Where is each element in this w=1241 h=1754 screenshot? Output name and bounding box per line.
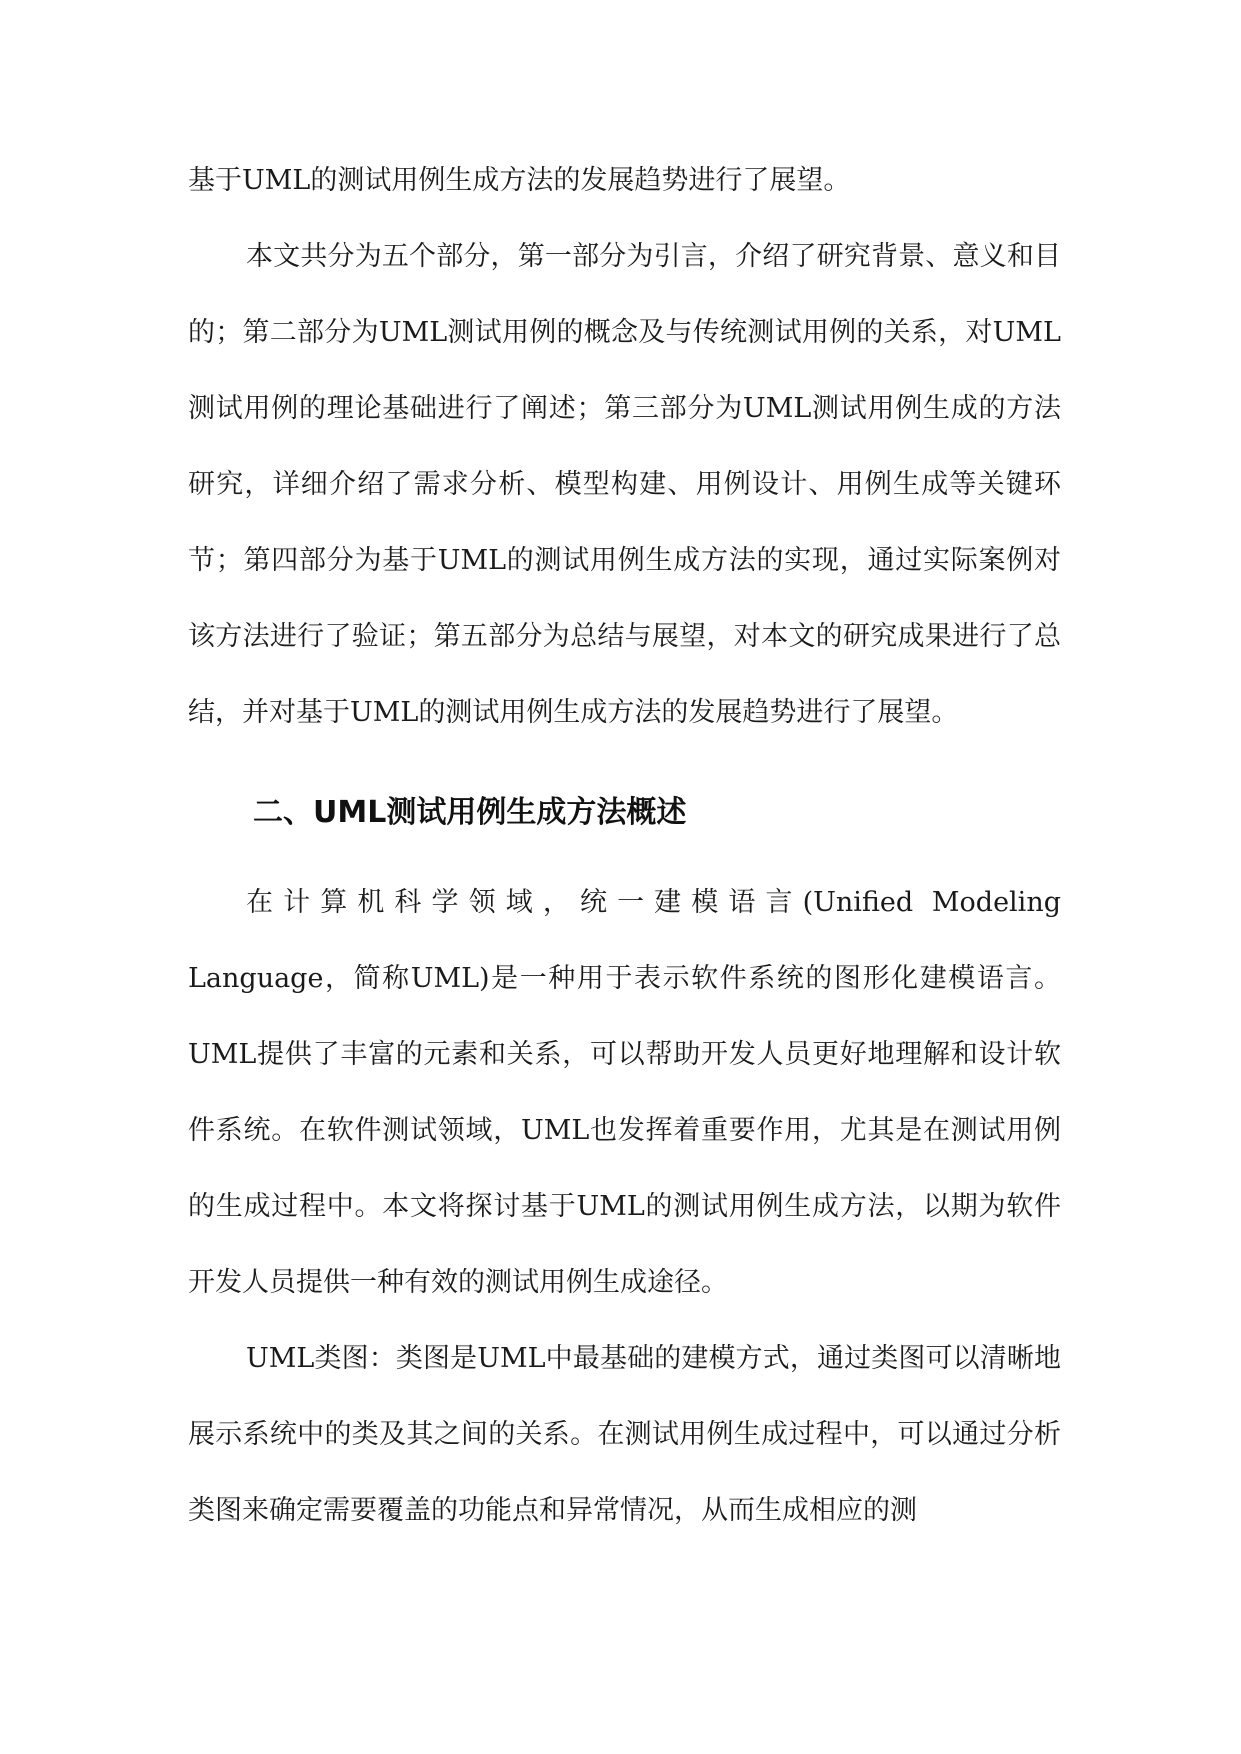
paragraph-uml-class-diagram: UML类图：类图是UML中最基础的建模方式，通过类图可以清晰地展示系统中的类及其之间的关系。在测试用例生成过程中，可以通过分析类图来确定需要覆盖的功能点和异常情况，从而生成相应的测 xyxy=(188,1343,1061,1526)
section-heading: 二、UML测试用例生成方法概述 xyxy=(253,795,687,830)
document-body xyxy=(188,143,1061,1549)
paragraph-structure-overview: 本文共分为五个部分，第一部分为引言，介绍了研究背景、意义和目的；第二部分为UML测试用例的概念及与传统测试用例的关系，对UML测试用例的理论基础进行了阐述；第三部分为UML测试用例生成的方法研究，详细介绍了需求分析、模型构建、用例设计、用例生成等关键环节；第四部分为基于UML的测试用例生成方法的实现，通过实际案例对该方法进行了验证；第五部分为总结与展望，对本文的研究成果进行了总结，并对基于UML的测试用例生成方法的发展趋势进行了展望。 xyxy=(188,241,1061,728)
paragraph-continuation: 基于UML的测试用例生成方法的发展趋势进行了展望。 xyxy=(188,165,851,196)
paragraph-uml-introduction: 在计算机科学领域，统一建模语言(Unified Modeling Language，简称UML)是一种用于表示软件系统的图形化建模语言。UML提供了丰富的元素和关系，可以帮助开发人员更好地理解和设计软件系统。在软件测试领域，UML也发挥着重要作用，尤其是在测试用例的生成过程中。本文将探讨基于UML的测试用例生成方法，以期为软件开发人员提供一种有效的测试用例生成途径。 xyxy=(188,887,1061,1298)
